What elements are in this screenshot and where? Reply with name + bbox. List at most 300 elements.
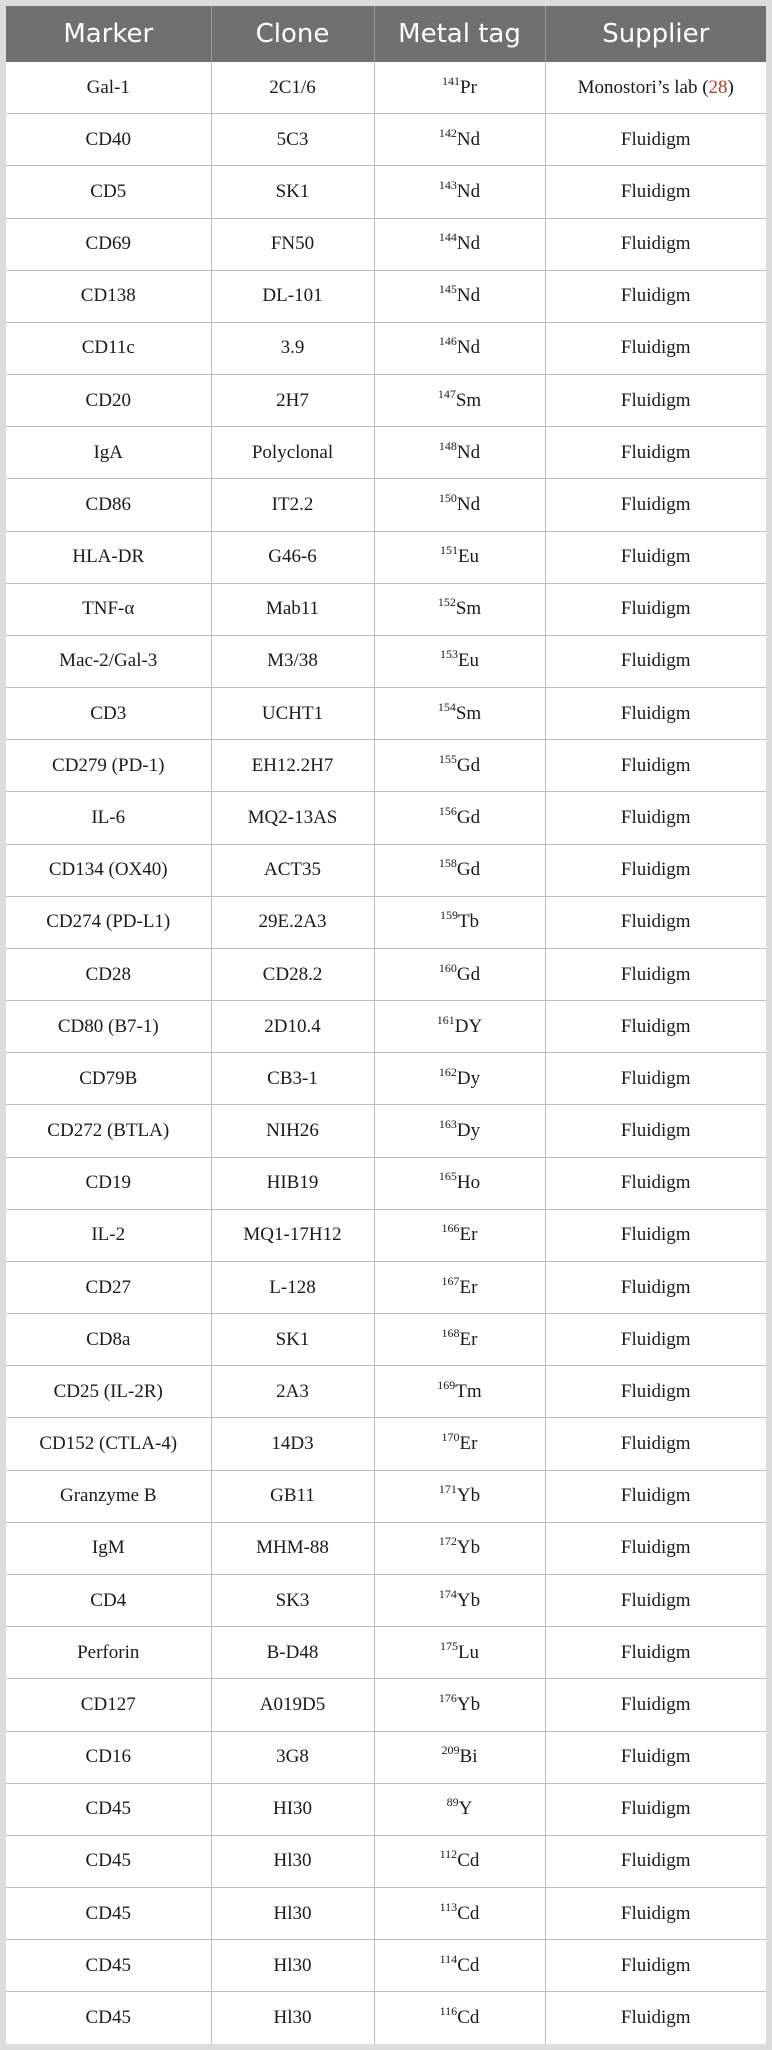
- table-row: [6, 1470, 766, 1522]
- element-symbol: Yb: [456, 1485, 481, 1507]
- cell-metal-tag: [374, 844, 545, 896]
- isotope-mass-number: 112: [439, 1847, 458, 1862]
- cell-marker: HLA-DR: [6, 531, 211, 583]
- antibody-panel-table-frame: [6, 6, 766, 2044]
- isotope-mass-number: 153: [439, 647, 458, 662]
- antibody-panel-table: [6, 6, 766, 2044]
- cell-metal-tag: [374, 792, 545, 844]
- supplier-name: Fluidigm: [620, 911, 691, 933]
- cell-metal-tag: [374, 1835, 545, 1887]
- supplier-name: Fluidigm: [620, 285, 691, 307]
- cell-marker: CD279 (PD-1): [6, 740, 211, 792]
- cell-metal-tag: [374, 1940, 545, 1992]
- isotope-mass-number: 146: [438, 334, 457, 349]
- isotope-mass-number: 147: [437, 386, 456, 401]
- cell-clone: DL-101: [211, 270, 374, 322]
- cell-clone: UCHT1: [211, 688, 374, 740]
- table-row: [6, 1522, 766, 1574]
- table-row: [6, 1366, 766, 1418]
- cell-metal-tag: [374, 740, 545, 792]
- element-symbol: Bi: [459, 1746, 478, 1768]
- cell-metal-tag: [374, 1783, 545, 1835]
- isotope-mass-number: 156: [438, 803, 457, 818]
- cell-supplier: [545, 1940, 766, 1992]
- isotope-mass-number: 165: [438, 1169, 457, 1184]
- element-symbol: Gd: [456, 754, 481, 776]
- header-marker: Marker: [6, 6, 211, 62]
- element-symbol: Gd: [456, 806, 481, 828]
- cell-clone: 2H7: [211, 375, 374, 427]
- isotope-mass-number: 145: [438, 282, 457, 297]
- table-row: [6, 479, 766, 531]
- cell-marker: CD45: [6, 1940, 211, 1992]
- cell-marker: Gal-1: [6, 62, 211, 114]
- cell-metal-tag: [374, 427, 545, 479]
- isotope-mass-number: 89: [446, 1795, 459, 1810]
- table-row: [6, 1053, 766, 1105]
- cell-clone: IT2.2: [211, 479, 374, 531]
- element-symbol: Cd: [457, 1850, 480, 1872]
- element-symbol: Ho: [456, 1172, 481, 1194]
- element-symbol: Er: [459, 1328, 478, 1350]
- cell-supplier: [545, 1053, 766, 1105]
- cell-supplier: [545, 635, 766, 687]
- cell-metal-tag: [374, 62, 545, 114]
- element-symbol: Dy: [456, 1067, 481, 1089]
- supplier-name: Fluidigm: [620, 806, 691, 828]
- cell-supplier: [545, 1366, 766, 1418]
- cell-clone: Hl30: [211, 1888, 374, 1940]
- cell-metal-tag: [374, 1992, 545, 2044]
- cell-marker: CD27: [6, 1261, 211, 1313]
- table-row: [6, 1783, 766, 1835]
- table-row: [6, 375, 766, 427]
- cell-supplier: [545, 1679, 766, 1731]
- cell-supplier: [545, 1470, 766, 1522]
- cell-clone: 14D3: [211, 1418, 374, 1470]
- supplier-name: Fluidigm: [620, 1433, 691, 1455]
- element-symbol: Dy: [456, 1120, 481, 1142]
- isotope-mass-number: 155: [438, 751, 457, 766]
- cell-metal-tag: [374, 1574, 545, 1626]
- supplier-name: Fluidigm: [620, 1328, 691, 1350]
- cell-marker: CD45: [6, 1888, 211, 1940]
- cell-metal-tag: [374, 1418, 545, 1470]
- isotope-mass-number: 175: [439, 1638, 458, 1653]
- isotope-mass-number: 152: [437, 595, 456, 610]
- cell-supplier: [545, 270, 766, 322]
- isotope-mass-number: 148: [438, 438, 457, 453]
- supplier-name: Fluidigm: [620, 1902, 691, 1924]
- cell-marker: CD20: [6, 375, 211, 427]
- table-row: [6, 1888, 766, 1940]
- element-symbol: Gd: [456, 963, 481, 985]
- supplier-name: Fluidigm: [620, 1641, 691, 1663]
- cell-clone: MHM-88: [211, 1522, 374, 1574]
- cell-marker: CD138: [6, 270, 211, 322]
- cell-supplier: [545, 583, 766, 635]
- element-symbol: DY: [454, 1015, 483, 1037]
- cell-metal-tag: [374, 1888, 545, 1940]
- cell-marker: CD86: [6, 479, 211, 531]
- element-symbol: Y: [458, 1798, 473, 1820]
- element-symbol: Er: [459, 1224, 478, 1246]
- supplier-name: Fluidigm: [620, 598, 691, 620]
- cell-clone: Hl30: [211, 1992, 374, 2044]
- isotope-mass-number: 116: [439, 2004, 458, 2019]
- table-row: [6, 896, 766, 948]
- cell-metal-tag: [374, 270, 545, 322]
- cell-clone: ACT35: [211, 844, 374, 896]
- cell-marker: CD127: [6, 1679, 211, 1731]
- supplier-name: Fluidigm: [620, 1850, 691, 1872]
- supplier-name: Fluidigm: [620, 1172, 691, 1194]
- supplier-name: Fluidigm: [620, 1954, 691, 1976]
- table-row: [6, 740, 766, 792]
- table-row: [6, 1261, 766, 1313]
- supplier-name: Fluidigm: [620, 546, 691, 568]
- table-row: [6, 1679, 766, 1731]
- cell-clone: 2C1/6: [211, 62, 374, 114]
- cell-supplier: [545, 1888, 766, 1940]
- table-row: [6, 322, 766, 374]
- supplier-name: Fluidigm: [620, 702, 691, 724]
- cell-metal-tag: [374, 218, 545, 270]
- supplier-name: Fluidigm: [620, 963, 691, 985]
- cell-marker: TNF-α: [6, 583, 211, 635]
- table-row: [6, 166, 766, 218]
- cell-marker: CD274 (PD-L1): [6, 896, 211, 948]
- table-row: [6, 1627, 766, 1679]
- cell-clone: A019D5: [211, 1679, 374, 1731]
- isotope-mass-number: 114: [439, 1951, 458, 1966]
- cell-metal-tag: [374, 688, 545, 740]
- supplier-name: Fluidigm: [620, 2007, 691, 2029]
- cell-marker: Mac-2/Gal-3: [6, 635, 211, 687]
- cell-metal-tag: [374, 1209, 545, 1261]
- isotope-mass-number: 162: [438, 1064, 457, 1079]
- supplier-name: Fluidigm: [620, 1537, 691, 1559]
- cell-metal-tag: [374, 1470, 545, 1522]
- element-symbol: Er: [459, 1276, 478, 1298]
- cell-clone: Polyclonal: [211, 427, 374, 479]
- cell-metal-tag: [374, 1314, 545, 1366]
- element-symbol: Nd: [456, 128, 481, 150]
- element-symbol: Tm: [455, 1380, 482, 1402]
- header-row: [6, 6, 766, 62]
- table-row: [6, 1731, 766, 1783]
- cell-clone: 2D10.4: [211, 1001, 374, 1053]
- isotope-mass-number: 113: [439, 1899, 458, 1914]
- cell-supplier: [545, 1835, 766, 1887]
- table-row: [6, 1157, 766, 1209]
- supplier-name: Fluidigm: [620, 1015, 691, 1037]
- cell-marker: CD16: [6, 1731, 211, 1783]
- cell-marker: CD134 (OX40): [6, 844, 211, 896]
- isotope-mass-number: 170: [441, 1430, 460, 1445]
- cell-marker: CD4: [6, 1574, 211, 1626]
- element-symbol: Nd: [456, 285, 481, 307]
- cell-marker: CD5: [6, 166, 211, 218]
- element-symbol: Cd: [457, 2007, 480, 2029]
- element-symbol: Yb: [456, 1589, 481, 1611]
- table-row: [6, 114, 766, 166]
- cell-supplier: [545, 948, 766, 1000]
- isotope-mass-number: 171: [438, 1482, 457, 1497]
- table-row: [6, 948, 766, 1000]
- supplier-name: Fluidigm: [620, 650, 691, 672]
- element-symbol: Gd: [456, 859, 481, 881]
- isotope-mass-number: 143: [438, 177, 457, 192]
- cell-metal-tag: [374, 114, 545, 166]
- table-row: [6, 62, 766, 114]
- cell-clone: HI30: [211, 1783, 374, 1835]
- table-row: [6, 1209, 766, 1261]
- table-row: [6, 1001, 766, 1053]
- cell-clone: EH12.2H7: [211, 740, 374, 792]
- reference-link[interactable]: 28: [708, 76, 728, 98]
- cell-clone: Hl30: [211, 1940, 374, 1992]
- cell-marker: CD152 (CTLA-4): [6, 1418, 211, 1470]
- cell-supplier: [545, 1627, 766, 1679]
- cell-supplier: [545, 688, 766, 740]
- element-symbol: Yb: [456, 1537, 481, 1559]
- element-symbol: Sm: [455, 702, 482, 724]
- cell-supplier: [545, 1105, 766, 1157]
- cell-supplier: [545, 1992, 766, 2044]
- cell-clone: FN50: [211, 218, 374, 270]
- cell-supplier: [545, 1522, 766, 1574]
- cell-metal-tag: [374, 635, 545, 687]
- supplier-name: Fluidigm: [620, 1798, 691, 1820]
- table-row: [6, 1418, 766, 1470]
- cell-marker: CD40: [6, 114, 211, 166]
- cell-clone: M3/38: [211, 635, 374, 687]
- table-row: [6, 1835, 766, 1887]
- supplier-name: Fluidigm: [620, 1067, 691, 1089]
- isotope-mass-number: 144: [438, 230, 457, 245]
- supplier-name: Fluidigm: [620, 1589, 691, 1611]
- cell-clone: 2A3: [211, 1366, 374, 1418]
- isotope-mass-number: 151: [439, 543, 458, 558]
- cell-metal-tag: [374, 375, 545, 427]
- table-row: [6, 688, 766, 740]
- supplier-name: Fluidigm: [620, 1693, 691, 1715]
- element-symbol: Nd: [456, 337, 481, 359]
- element-symbol: Cd: [457, 1902, 480, 1924]
- cell-metal-tag: [374, 1731, 545, 1783]
- isotope-mass-number: 167: [441, 1273, 460, 1288]
- supplier-name: Fluidigm: [620, 754, 691, 776]
- cell-clone: 5C3: [211, 114, 374, 166]
- element-symbol: Lu: [457, 1641, 480, 1663]
- element-symbol: Eu: [457, 650, 480, 672]
- cell-clone: Hl30: [211, 1835, 374, 1887]
- cell-metal-tag: [374, 1001, 545, 1053]
- cell-clone: SK1: [211, 166, 374, 218]
- cell-metal-tag: [374, 1261, 545, 1313]
- cell-clone: MQ1-17H12: [211, 1209, 374, 1261]
- cell-supplier: [545, 1783, 766, 1835]
- table-row: [6, 531, 766, 583]
- isotope-mass-number: 158: [438, 856, 457, 871]
- isotope-mass-number: 166: [441, 1221, 460, 1236]
- supplier-name: Fluidigm: [620, 128, 691, 150]
- isotope-mass-number: 209: [441, 1743, 460, 1758]
- element-symbol: Sm: [455, 598, 482, 620]
- cell-clone: SK1: [211, 1314, 374, 1366]
- cell-supplier: [545, 1574, 766, 1626]
- cell-supplier: [545, 218, 766, 270]
- supplier-name: Fluidigm: [620, 233, 691, 255]
- supplier-name: Fluidigm: [620, 493, 691, 515]
- cell-marker: CD8a: [6, 1314, 211, 1366]
- table-row: [6, 1574, 766, 1626]
- cell-marker: CD3: [6, 688, 211, 740]
- cell-supplier: [545, 1001, 766, 1053]
- supplier-name: Fluidigm: [620, 1276, 691, 1298]
- element-symbol: Nd: [456, 441, 481, 463]
- cell-marker: CD45: [6, 1835, 211, 1887]
- supplier-name: Fluidigm: [620, 1380, 691, 1402]
- cell-marker: IL-6: [6, 792, 211, 844]
- cell-supplier: [545, 427, 766, 479]
- isotope-mass-number: 176: [438, 1690, 457, 1705]
- isotope-mass-number: 154: [437, 699, 456, 714]
- cell-clone: NIH26: [211, 1105, 374, 1157]
- cell-supplier: [545, 531, 766, 583]
- isotope-mass-number: 160: [438, 960, 457, 975]
- cell-marker: IgA: [6, 427, 211, 479]
- header-clone: Clone: [211, 6, 374, 62]
- cell-clone: 29E.2A3: [211, 896, 374, 948]
- isotope-mass-number: 168: [441, 1325, 460, 1340]
- reference-close-paren: ): [727, 76, 734, 98]
- supplier-name: Fluidigm: [620, 1120, 691, 1142]
- cell-supplier: [545, 479, 766, 531]
- table-row: [6, 1105, 766, 1157]
- table-row: [6, 218, 766, 270]
- cell-clone: CD28.2: [211, 948, 374, 1000]
- element-symbol: Nd: [456, 233, 481, 255]
- cell-marker: CD79B: [6, 1053, 211, 1105]
- table-row: [6, 270, 766, 322]
- table-header: [6, 6, 766, 62]
- cell-clone: 3G8: [211, 1731, 374, 1783]
- cell-metal-tag: [374, 1105, 545, 1157]
- cell-clone: MQ2-13AS: [211, 792, 374, 844]
- element-symbol: Sm: [455, 389, 482, 411]
- cell-marker: CD45: [6, 1992, 211, 2044]
- isotope-mass-number: 159: [439, 908, 458, 923]
- element-symbol: Tb: [457, 911, 480, 933]
- cell-marker: CD25 (IL-2R): [6, 1366, 211, 1418]
- cell-supplier: [545, 1209, 766, 1261]
- cell-marker: IgM: [6, 1522, 211, 1574]
- supplier-name: Fluidigm: [620, 180, 691, 202]
- cell-clone: G46-6: [211, 531, 374, 583]
- cell-metal-tag: [374, 1627, 545, 1679]
- cell-marker: CD28: [6, 948, 211, 1000]
- element-symbol: Yb: [456, 1693, 481, 1715]
- cell-clone: 3.9: [211, 322, 374, 374]
- cell-supplier: [545, 166, 766, 218]
- cell-supplier: [545, 375, 766, 427]
- element-symbol: Cd: [457, 1954, 480, 1976]
- cell-clone: SK3: [211, 1574, 374, 1626]
- table-row: [6, 583, 766, 635]
- supplier-name: Fluidigm: [620, 1746, 691, 1768]
- table-row: [6, 1992, 766, 2044]
- supplier-name: Fluidigm: [620, 1224, 691, 1246]
- cell-metal-tag: [374, 479, 545, 531]
- cell-supplier: [545, 896, 766, 948]
- cell-marker: CD80 (B7-1): [6, 1001, 211, 1053]
- cell-metal-tag: [374, 1157, 545, 1209]
- cell-clone: L-128: [211, 1261, 374, 1313]
- element-symbol: Eu: [457, 546, 480, 568]
- supplier-name: Fluidigm: [620, 441, 691, 463]
- cell-marker: CD45: [6, 1783, 211, 1835]
- cell-clone: B-D48: [211, 1627, 374, 1679]
- cell-clone: Mab11: [211, 583, 374, 635]
- cell-supplier: [545, 1157, 766, 1209]
- isotope-mass-number: 141: [442, 73, 461, 88]
- isotope-mass-number: 169: [437, 1377, 456, 1392]
- cell-supplier: [545, 740, 766, 792]
- isotope-mass-number: 172: [438, 1534, 457, 1549]
- cell-marker: Granzyme B: [6, 1470, 211, 1522]
- cell-metal-tag: [374, 896, 545, 948]
- isotope-mass-number: 163: [438, 1117, 457, 1132]
- isotope-mass-number: 174: [438, 1586, 457, 1601]
- cell-marker: CD11c: [6, 322, 211, 374]
- table-row: [6, 635, 766, 687]
- cell-metal-tag: [374, 583, 545, 635]
- supplier-name: Monostori’s lab (: [577, 76, 709, 98]
- cell-marker: IL-2: [6, 1209, 211, 1261]
- cell-clone: CB3-1: [211, 1053, 374, 1105]
- header-metal-tag: Metal tag: [374, 6, 545, 62]
- table-row: [6, 1940, 766, 1992]
- cell-metal-tag: [374, 1366, 545, 1418]
- cell-metal-tag: [374, 1053, 545, 1105]
- cell-supplier: [545, 792, 766, 844]
- element-symbol: Er: [459, 1433, 478, 1455]
- isotope-mass-number: 142: [438, 125, 457, 140]
- table-row: [6, 844, 766, 896]
- element-symbol: Nd: [456, 180, 481, 202]
- cell-supplier: [545, 62, 766, 114]
- supplier-name: Fluidigm: [620, 337, 691, 359]
- element-symbol: Nd: [456, 493, 481, 515]
- isotope-mass-number: 150: [438, 490, 457, 505]
- cell-metal-tag: [374, 166, 545, 218]
- cell-metal-tag: [374, 322, 545, 374]
- isotope-mass-number: 161: [436, 1012, 455, 1027]
- cell-marker: CD69: [6, 218, 211, 270]
- cell-metal-tag: [374, 531, 545, 583]
- cell-metal-tag: [374, 948, 545, 1000]
- cell-marker: CD272 (BTLA): [6, 1105, 211, 1157]
- cell-marker: Perforin: [6, 1627, 211, 1679]
- cell-supplier: [545, 844, 766, 896]
- cell-supplier: [545, 322, 766, 374]
- header-supplier: Supplier: [545, 6, 766, 62]
- cell-clone: HIB19: [211, 1157, 374, 1209]
- table-row: [6, 1314, 766, 1366]
- table-row: [6, 792, 766, 844]
